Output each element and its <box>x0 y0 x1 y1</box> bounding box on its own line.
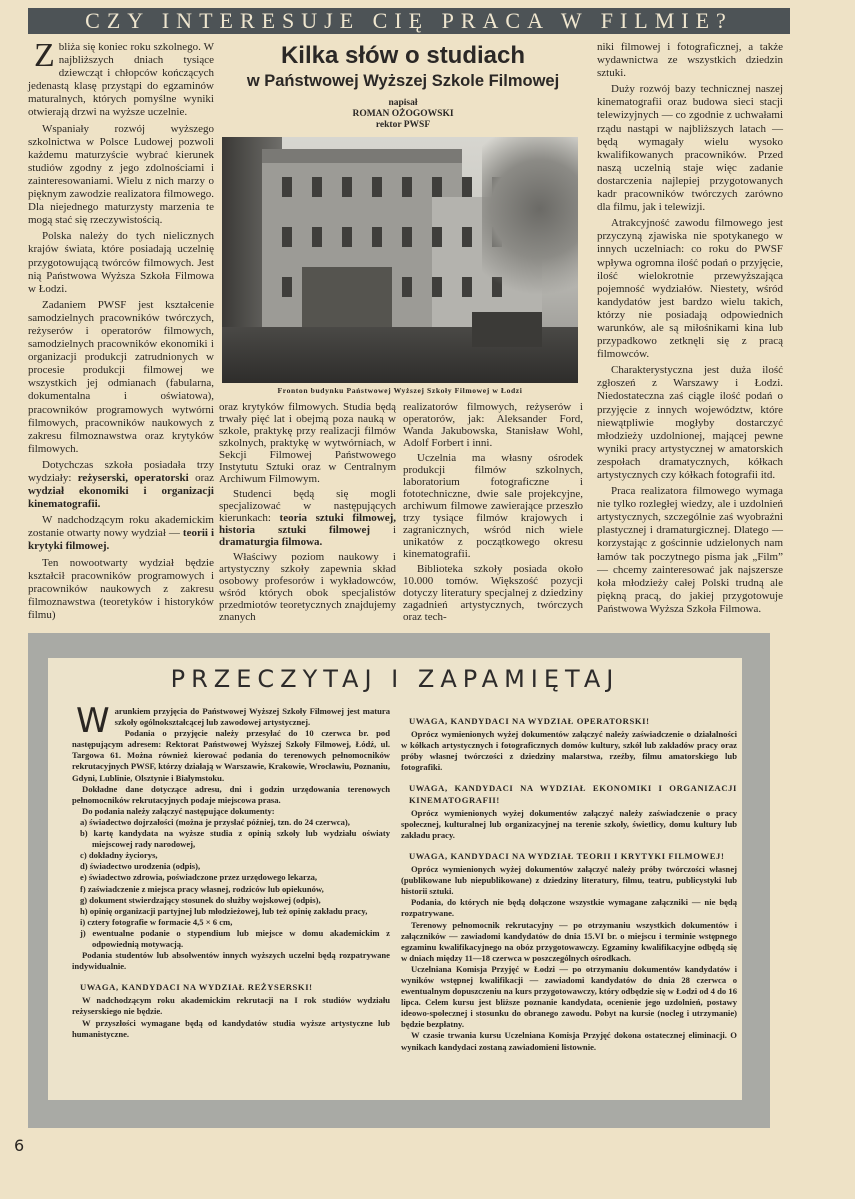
document-list-item <box>72 850 390 861</box>
text: Wspaniały rozwój wyższego szkolnictwa w Polsce Ludowej pozwoli każdemu maturzyście wybrać kierunek studiów zgodny z jego zdolnościami i zainteresowaniami. Wielu z nich marzy o pięknym zawodzie realizatora filmowego. Dla niejednego maturzysty marzenia te mogą stać się rzeczywistością. <box>28 122 214 227</box>
paragraph <box>403 563 583 623</box>
school-building-photo <box>222 137 578 383</box>
text: i <box>370 524 396 536</box>
text: UWAGA, KANDYDACI NA WYDZIAŁ TEORII I KRYTYKI FILMOWEJ! <box>409 850 725 861</box>
text: a) świadectwo dojrzałości (można je przysłać później, tzn. do 24 czerwca), <box>80 816 350 827</box>
paragraph <box>28 299 214 456</box>
text: Duży rozwój bazy technicznej naszej kinematografii oraz budowa sieci stacji telewizyjnych — co zgodnie z uchwałami rządu nastąpi w najbliższych latach — będą wymagały wielu wysoko kwalifikowanych pracowników. Przed naszą uczelnią staje więc zadanie dostarczenia najlepiej przygotowanych kadr pracowników twórczych zarówno dla filmu, jak i telewizji. <box>597 83 783 214</box>
notice-column-right <box>401 706 737 1053</box>
article-column-3 <box>403 401 583 626</box>
drop-cap: W <box>76 701 110 741</box>
document-list-item <box>72 861 390 872</box>
text: i) cztery fotografie w formacie 4,5 × 6 cm, <box>80 916 233 927</box>
paragraph <box>28 230 214 295</box>
notice-paragraph <box>72 784 390 806</box>
text: W nadchodzącym roku akademickim rekrutacji na I rok studiów wydziału reżyserskiego nie będzie. <box>72 995 390 1017</box>
bold-text: teorii i krytyki filmowej. <box>28 527 214 553</box>
text: d) świadectwo urodzenia (odpis), <box>80 861 201 872</box>
byline <box>218 98 588 131</box>
text: e) świadectwo zdrowia, poświadczone przez urzędowego lekarza, <box>80 872 318 883</box>
notice-heading <box>80 982 390 993</box>
banner-title: CZY INTERESUJE CIĘ PRACA W FILMIE? <box>85 8 733 33</box>
document-list-item <box>72 917 390 928</box>
text: Uczelnia ma własny ośrodek produkcji filmów szkolnych, laboratorium fotograficzne i fototechniczne, dwie sale projekcyjne, archiwum filmowe zawierające przeszło trzy tysiące filmów krajowych i zagranicznych, wśród nich wiele unikatów z początkowego okresu kinematografii. <box>403 452 583 560</box>
paragraph <box>403 401 583 449</box>
text: Podania studentów lub absolwentów innych wyższych uczelni będą rozpatrywane indywidualnie. <box>72 950 390 972</box>
notice-paragraph <box>401 864 737 897</box>
bold-text: reżyserski, operatorski <box>77 472 189 484</box>
page-number: 6 <box>14 1136 25 1155</box>
notice-paragraph <box>72 995 390 1017</box>
text: j) ewentualne podanie o stypendium lub miejsce w domu akademickim z odpowiednią motywacją. <box>80 927 390 949</box>
headline-line-1: Kilka słów o studiach <box>280 42 526 69</box>
article-column-4 <box>597 41 783 619</box>
text: Praca realizatora filmowego wymaga nie tylko rozległej wiedzy, ale i uzdolnień artystycznych, szczególnie zaś wyobraźni plastycznej i dramaturgicznej. Dlatego — korzystając z gościnnie udzielonych nam łamów tak poczytnego pisma jak „Film” — chcemy zainteresować jak najszersze koła młodzieży całej Polski trudną ale piękną pracą, do jakiej przygotowuje Państwowa Wyższa Szkoła Filmowa. <box>597 485 783 615</box>
photo-caption: Fronton budynku Państwowej Wyższej Szkoły Filmowej w Łodzi <box>277 386 523 395</box>
notice-paragraph <box>72 806 390 817</box>
bold-text: wydział ekonomiki i organizacji kinematografii. <box>28 485 214 511</box>
text: b) kartę kandydata na wyższe studia z opinią szkoły lub wydziału oświaty miejscowej rady narodowej, <box>80 828 390 850</box>
document-list-item <box>72 828 390 850</box>
bold-text: dramaturgia filmowa. <box>219 536 323 548</box>
paragraph <box>219 401 396 485</box>
text: Biblioteka szkoły posiada około 10.000 tomów. Większość pozycji dotyczy literatury specjalnej z dziedziny zagadnień artystycznych, twórczych oraz tech- <box>403 563 583 623</box>
paragraph <box>403 452 583 560</box>
paragraph <box>28 123 214 228</box>
text: Charakterystyczna jest duża ilość zgłoszeń z Warszawy i Łodzi. Niedostateczna zaś ciągle ilość podań o przyjęcie z innych województw, które niewątpliwie mogłyby dostarczyć młodzieży uzdolnionej, mającej pewne wyniki pracy artystycznej w amatorskich zespołach dramatycznych, kółkach artystycznych czy kółkach fotografii itd. <box>597 364 783 481</box>
document-list-item <box>72 884 390 895</box>
paragraph <box>28 514 214 553</box>
text: Ten nowootwarty wydział będzie kształcił pracowników programowych i pracowników naukowych z zakresu filmoznawstwa (teoretyków i historyków filmu) <box>28 556 214 621</box>
article-column-1 <box>28 37 214 625</box>
notice-paragraph <box>401 729 737 773</box>
paragraph <box>597 83 783 214</box>
paragraph <box>28 37 214 120</box>
text: Właściwy poziom naukowy i artystyczny szkoły zapewnia skład osobowy profesorów i wykładowców, wśród których obok specjalistów przedmiotów teoretycznych znajdujemy znanych <box>219 551 396 623</box>
article-column-2 <box>219 401 396 626</box>
paragraph <box>28 557 214 622</box>
document-list-item <box>72 928 390 950</box>
byline-author: ROMAN OŻOGOWSKI <box>352 109 454 119</box>
drop-cap: Z <box>34 37 55 74</box>
notice-heading <box>409 783 737 805</box>
text: arunkiem przyjęcia do Państwowej Wyższej Szkoły Filmowej jest matura szkoły ogólnokształcącej lub zawodowej artystycznej. <box>114 706 390 728</box>
text: g) dokument stwierdzający stosunek do służby wojskowej (odpis), <box>80 894 321 905</box>
text: Uczelniana Komisja Przyjęć w Łodzi — po otrzymaniu dokumentów kandydatów i wyników wstępnej kwalifikacji — zawiadomi kandydatów do dnia 28 czerwca o ewentualnym dopuszczeniu na kurs przygotowawczy, który odbędzie się w Łodzi od 4 do 16 lipca. Celem kursu jest bliższe poznanie kandydata, ocenienie jego uzdolnień, postawy ideowo-społecznej i stosunku do obranego zawodu. Pobyt na kursie (nocleg i utrzymanie) będzie bezpłatny. <box>401 963 737 1030</box>
text: Polska należy do tych nielicznych krajów świata, które posiadają uczelnię przygotowującą twórców filmowych. Jest nią Państwowa Wyższa Szkoła Filmowa w Łodzi. <box>28 230 214 295</box>
text: UWAGA, KANDYDACI NA WYDZIAŁ EKONOMIKI I ORGANIZACJI KINEMATOGRAFII! <box>409 783 737 805</box>
notice-paragraph <box>72 950 390 972</box>
notice-paragraph <box>72 1018 390 1040</box>
text: Oprócz wymienionych wyżej dokumentów załączyć należy zaświadczenie o działalności w kółkach artystycznych i fotograficznych domów kultury, szkół lub zakładów pracy oraz próby własnej twórczości z dziedziny malarstwa, rzeźby, filmu amatorskiego lub fotografiki. <box>401 729 737 773</box>
text: W nadchodzącym roku akademickim zostanie otwarty nowy wydział — <box>28 514 214 540</box>
text: Do podania należy załączyć następujące dokumenty: <box>82 805 275 816</box>
section-banner <box>28 8 790 34</box>
notice-paragraph <box>401 1030 737 1052</box>
text: Studenci będą się mogli specjalizować w następujących kierunkach: <box>219 488 396 524</box>
notice-column-left <box>72 701 390 1040</box>
headline-line-2: w Państwowej Wyższej Szkole Filmowej <box>246 72 560 90</box>
text: h) opinię organizacji partyjnej lub młodzieżowej, lub też opinię zakładu pracy, <box>80 905 368 916</box>
document-list-item <box>72 895 390 906</box>
text: realizatorów filmowych, reżyserów i operatorów, jak: Aleksander Ford, Wanda Jakubowska, Stanisław Wohl, Adolf Forbert i inni. <box>403 401 583 449</box>
text: Zadaniem PWSF jest kształcenie samodzielnych pracowników twórczych, reżyserów i operatorów filmowych, samodzielnych pracowników ekonomiki i organizacji produkcji zatrudnionych w procesie produkcji filmowej we wszystkich jej odmianach (fabularna, dokumentalna i oświatowa), pracowników programowych wytwórni filmowych, pracowników naukowych z zakresu filmoznawstwa oraz krytyków filmowych. <box>28 298 214 455</box>
notice-paragraph <box>401 897 737 919</box>
bold-text: teoria sztuki filmowej, historia sztuki filmowej <box>219 512 396 536</box>
text: Podania o przyjęcie należy przesyłać do 10 czerwca br. pod następującym adresem: Rektorat Państwowej Wyższej Szkoły Filmowej, Łódź, ul. Targowa 61. Można również kierować podania do terenowych pełnomocników rekrutacyjnych PWSF, którzy działają w Warszawie, Krakowie, Wrocławiu, Poznaniu, Gdyni, Lublinie, Olsztynie i Białymstoku. <box>72 728 390 783</box>
document-list-item <box>72 872 390 883</box>
text: UWAGA, KANDYDACI NA WYDZIAŁ OPERATORSKI! <box>409 716 650 726</box>
text: Oprócz wymienionych wyżej dokumentów załączyć należy próby twórczości własnej (publikowane lub niepublikowane) z dziedziny literatury, filmu, teatru, publicystyki lub historii sztuki. <box>401 864 737 897</box>
text: bliża się koniec roku szkolnego. W najbliższych dniach tysiące dziewcząt i chłopców kończących jedenastą klasę przystąpi do egzaminów maturalnych, których pomyślne wyniki otwierają drzwi na wyższe uczelnie. <box>28 41 214 119</box>
paragraph <box>28 459 214 511</box>
notice-paragraph <box>401 920 737 964</box>
notice-paragraph <box>72 701 390 741</box>
notice-heading <box>409 851 737 862</box>
text: Podania, do których nie będą dołączone wszystkie wymagane załączniki — nie będą rozpatrywane. <box>401 897 737 919</box>
text: c) dokładny życiorys, <box>80 850 158 861</box>
text: W czasie trwania kursu Uczelniana Komisja Przyjęć dokona ostatecznej eliminacji. O wynikach kandydaci zostaną zawiadomieni listownie. <box>401 1030 737 1052</box>
paragraph <box>219 551 396 623</box>
notice-paragraph <box>401 808 737 841</box>
text: Oprócz wymienionych wyżej dokumentów załączyć należy zaświadczenie o pracy społecznej, kulturalnej lub organizacyjnej na terenie szkoły, świetlicy, domu kultury lub zakładu pracy. <box>401 807 737 840</box>
notice-title: PRZECZYTAJ I ZAPAMIĘTAJ <box>170 665 620 693</box>
notice-paragraph <box>72 728 390 783</box>
article-headline <box>218 42 588 131</box>
paragraph <box>597 217 783 361</box>
text: Dokładne dane dotyczące adresu, dni i godzin urzędowania terenowych pełnomocników rekrutacyjnych podaje miejscowa prasa. <box>72 783 390 805</box>
paragraph <box>597 485 783 616</box>
text: oraz <box>188 472 214 484</box>
notice-heading <box>409 716 737 727</box>
text: UWAGA, KANDYDACI NA WYDZIAŁ REŻYSERSKI! <box>80 982 313 993</box>
paragraph <box>597 364 783 482</box>
text: Atrakcyjność zawodu filmowego jest przyczyną zjawiska nie spotykanego w innych uczelniach: co roku do PWSF wpływa ogromna ilość podań o przyjęcie, ilość wielokrotnie przewyższająca pojemność wydziałów. Niestety, wśród kandydatów jest bardzo wielu takich, którzy nie posiadają odpowiednich warunków, ale są miłośnikami kina lub przypadkowo zetknęli się z pracą filmowców. <box>597 217 783 361</box>
text: Terenowy pełnomocnik rekrutacyjny — po otrzymaniu wszystkich dokumentów i załączników — zawiadomi kandydatów do dnia 15.VI br. o miejscu i terminie wstępnego egzaminu kwalifikacyjnego na obóz przygotowawczy. Egzaminy kwalifikacyjne odbędą się w dniach między 11—18 czerwca w poszczególnych ośrodkach. <box>401 919 737 963</box>
paragraph <box>597 41 783 80</box>
text: niki filmowej i fotograficznej, a także wydawnictwa ze wszystkich dziedzin sztuki. <box>597 41 783 80</box>
document-list-item <box>72 906 390 917</box>
byline-label: napisał <box>388 98 418 108</box>
text: f) zaświadczenie z miejsca pracy własnej, rodziców lub opiekunów, <box>80 883 324 894</box>
notice-paragraph <box>401 964 737 1031</box>
document-list-item <box>72 817 390 828</box>
byline-role: rektor PWSF <box>375 120 431 130</box>
text: Dotychczas szkoła posiadała trzy wydziały: <box>28 458 214 484</box>
text: oraz krytyków filmowych. Studia będą trwały pięć lat i obejmą poza nauką w szkole, praktykę przy realizacji filmów szkolnych, praktykę w wytwórniach, w Sekcji Filmowej Państwowego Instytutu Sztuki oraz w Centralnym Archiwum Filmowym. <box>219 401 396 485</box>
text: W przyszłości wymagane będą od kandydatów studia wyższe artystyczne lub humanistyczne. <box>72 1017 390 1039</box>
paragraph <box>219 488 396 548</box>
